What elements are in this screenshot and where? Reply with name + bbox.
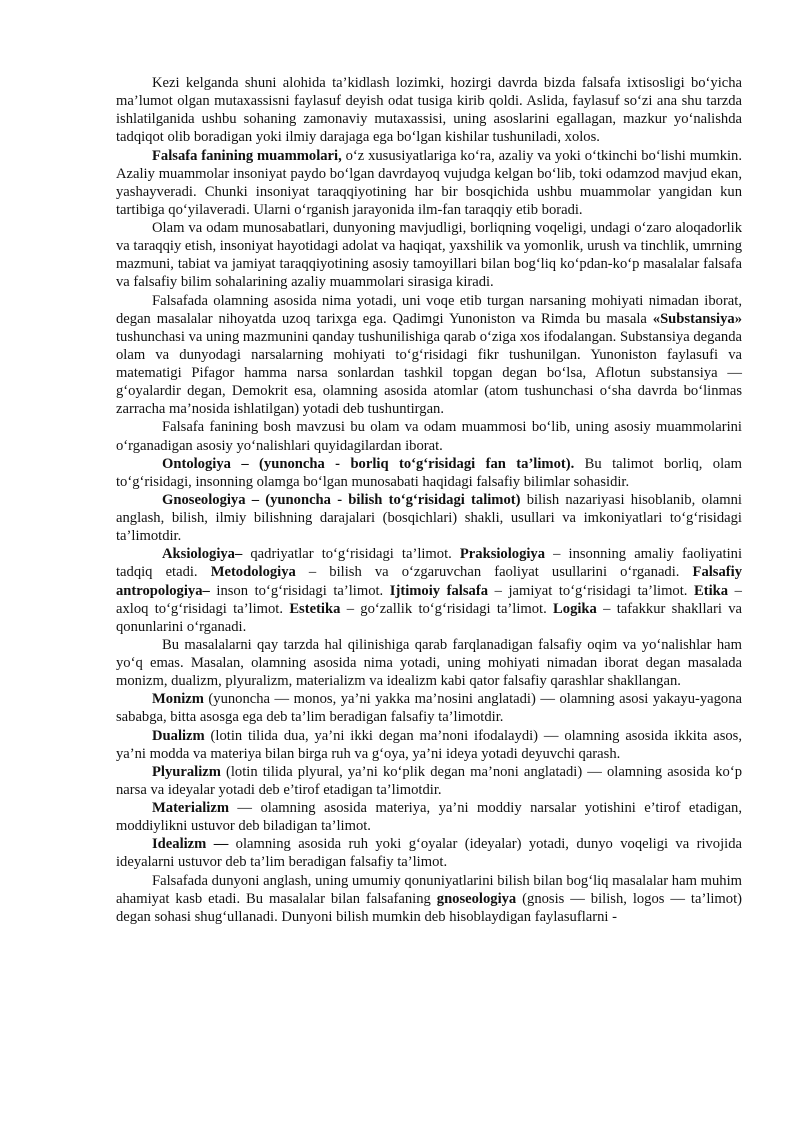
term-aksiologiya: Aksiologiya–: [162, 546, 243, 563]
paragraph-problems: [116, 147, 742, 220]
paragraph-dualizm: [116, 727, 742, 763]
paragraph-world-and-man: [116, 219, 742, 292]
term-praksiologiya: Praksiologiya: [459, 546, 546, 563]
text-run: – go‘zallik to‘g‘risidagi ta’limot.: [340, 600, 554, 617]
paragraph-idealizm: [116, 835, 742, 871]
text-run: Falsafa fanining bosh mavzusi bu olam va odam muammosi bo‘lib, uning asosiy muammolarini o‘rganadigan asosiy yo‘nalishlari quyidagilardan iborat.: [116, 419, 742, 454]
term-dualizm: Dualizm: [152, 727, 205, 744]
term-falsafa-muammolari: Falsafa fanining muammolari,: [152, 147, 342, 164]
text-run: (gnosis — bilish, logos — ta’limot) degan sohasi shug‘ullanadi. Dunyoni bilish mumkin deb hisoblaydigan faylasuflarni -: [116, 890, 742, 925]
text-run: Falsafada dunyoni anglash, uning umumiy qonuniyatlarini bilish bilan bog‘liq masalalar ham muhim ahamiyat kasb etadi. Bu masalalar bilan falsafaning: [116, 872, 742, 907]
paragraph-substance: [116, 292, 742, 419]
term-idealizm: Idealizm —: [152, 836, 229, 853]
term-substansiya: «Substansiya»: [652, 310, 742, 327]
text-run: – axloq to‘g‘risidagi ta’limot.: [116, 582, 742, 617]
term-gnoseologiya: Gnoseologiya – (yunoncha - bilish to‘g‘risidagi talimot): [162, 491, 521, 508]
text-run: – insonning amaliy faoliyatini tadqiq etadi.: [116, 546, 742, 581]
term-plyuralizm: Plyuralizm: [152, 763, 221, 780]
term-materializm: Materializm: [152, 800, 229, 816]
paragraph-branches: [116, 545, 742, 636]
paragraph-intro: [116, 74, 742, 147]
paragraph-materializm: [116, 799, 742, 835]
paragraph-monizm: [116, 690, 742, 726]
term-gnoseologiya: gnoseologiya: [436, 890, 517, 907]
text-run: Kezi kelganda shuni alohida ta’kidlash lozimki, hozirgi davrda bizda falsafa ixtisosligi bo‘yicha ma’lumot olgan mutaxassisni faylasuf deyish odat tusiga kirib qoldi. Aslida, faylasuf so‘zi ana shu tarzda ishlatilganida ushbu sohaning zamonaviy mutaxassisi, uning asoslarini egallagan, mazkur yo‘nalishda tadqiqot olib boradigan yoki ilmiy darajaga ega bo‘lgan kishilar tushuniladi, xolos.: [116, 75, 742, 146]
text-run: Falsafada olamning asosida nima yotadi, uni voqe etib turgan narsaning mohiyati nimadan iborat, degan masalalar nihoyatda uzoq tarixga ega. Qadimgi Yunoniston va Rimda bu masala: [116, 292, 742, 327]
text-run: (lotin tilida dua, ya’ni ikki degan ma’noni ifodalaydi) — olamning asosida ikkita asos, ya’ni modda va materiya bilan birga ruh va g‘oya, ya’ni ideya yotadi deyuvchi qarash.: [116, 727, 742, 762]
text-run: o‘z xususiyatlariga ko‘ra, azaliy va yoki o‘tkinchi bo‘lishi mumkin. Azaliy muammolar insoniyat paydo bo‘lgan davrdayoq vujudga kelgan bo‘lib, toki odamzod mavjud ekan, yashayveradi. Chunki insoniyat taraqqiyotining har bir bosqichida ushbu muammolar yangidan kun tartibiga qo‘yilaveradi. Ularni o‘rganish jarayonida ilm-fan taraqqiy etib boradi.: [116, 147, 742, 218]
text-run: Bu talimot borliq, olam to‘g‘risidagi, insonning olamga bo‘lgan munosabati haqidagi falsafiy bilimlar sohasidir.: [116, 455, 742, 490]
term-ijtimoiy-falsafa: Ijtimoiy falsafa: [389, 582, 488, 599]
term-logika: Logika: [553, 600, 597, 617]
term-estetika: Estetika: [289, 600, 341, 617]
paragraph-gnoseology-intro: [116, 872, 742, 926]
text-run: olamning asosida ruh yoki g‘oyalar (ideyalar) yotadi, dunyo voqeligi va rivojida ideyalarni ustuvor deb ta’lim beradigan falsafiy ta’limot.: [116, 836, 742, 871]
term-metodologiya: Metodologiya: [210, 564, 296, 581]
text-run: Olam va odam munosabatlari, dunyoning mavjudligi, borliqning voqeligi, undagi o‘zaro aloqadorlik va taraqqiy etish, insoniyat hayotidagi adolat va haqiqat, yaxshilik va yomonlik, urush va tinchlik, umrning mazmuni, tabiat va jamiyat taraqqiyotining asosiy tamoyillari bilan bog‘liq ko‘pdan-ko‘p masalalar falsafa va falsafiy bilim sohalarining azaliy muammolari sirasiga kiradi.: [116, 220, 742, 291]
text-run: qadriyatlar to‘g‘risidagi ta’limot.: [242, 546, 460, 563]
paragraph-plyuralizm: [116, 763, 742, 799]
text-run: Bu masalalarni qay tarzda hal qilinishiga qarab farqlanadigan falsafiy oqim va yo‘nalishlar ham yo‘q emas. Masalan, olamning asosida nima yotadi, uning mohiyati nimadan iborat degan masalada monizm, dualizm, plyuralizm, materializm va idealizm kabi qator falsafiy qarashlar shakllangan.: [116, 636, 742, 690]
text-run: inson to‘g‘risidagi ta’limot.: [209, 582, 390, 599]
term-falsafiy-antropologiya: Falsafiy antropologiya–: [116, 564, 742, 599]
text-run: bilish nazariyasi hisoblanib, olamni anglash, bilish, ilmiy bilishning darajalari (bosqichlari) shakli, usullari va imkoniyatlari to‘g‘risidagi ta’limotdir.: [116, 491, 742, 545]
term-monizm: Monizm: [152, 691, 204, 708]
text-run: (lotin tilida plyural, ya’ni ko‘plik degan ma’noni anglatadi) — olamning asosida ko‘p narsa va ideyalar yotadi deb e’tirof etadigan ta’limotdir.: [116, 763, 742, 798]
paragraph-gnoseologiya: [116, 491, 742, 545]
text-run: — olamning asosida materiya, ya’ni moddiy narsalar yotishini e’tirof etadigan, moddiylikni ustuvor deb biladigan ta’limot.: [116, 800, 742, 835]
document-page: [116, 74, 742, 926]
text-run: – jamiyat to‘g‘risidagi ta’limot.: [488, 582, 695, 599]
term-ontologiya: Ontologiya – (yunoncha - borliq to‘g‘risidagi fan ta’limot).: [162, 455, 575, 472]
term-etika: Etika: [694, 582, 729, 599]
text-run: – bilish va o‘zgaruvchan faoliyat usullarini o‘rganadi.: [295, 564, 693, 581]
text-run: (yunoncha — monos, ya’ni yakka ma’nosini anglatadi) — olamning asosi yakayu-yagona sababga, bitta asosga ega deb ta’lim beradigan falsafiy ta’limotdir.: [116, 691, 742, 726]
text-run: tushunchasi va uning mazmunini qanday tushunilishiga qarab o‘ziga xos ifodalangan. Substansiya deganda olam va dunyodagi narsalarning mohiyati to‘g‘risidagi fikr tushunilgan. Yunoniston faylasufi va matematigi Pifagor hamma narsa sonlardan tashkil topgan degan bo‘lsa, Aflotun substansiya — g‘oyalardir degan, Demokrit esa, olamning asosida atomlar (atom tushunchasi o‘sha davrda bo‘linmas zarracha ma’nosida ishlatilgan) yotadi deb tushuntirgan.: [116, 328, 742, 418]
paragraph-main-topic: [116, 418, 742, 454]
text-run: – tafakkur shakllari va qonunlarini o‘rganadi.: [116, 600, 742, 635]
paragraph-ontologiya: [116, 455, 742, 491]
paragraph-currents: [116, 636, 742, 690]
